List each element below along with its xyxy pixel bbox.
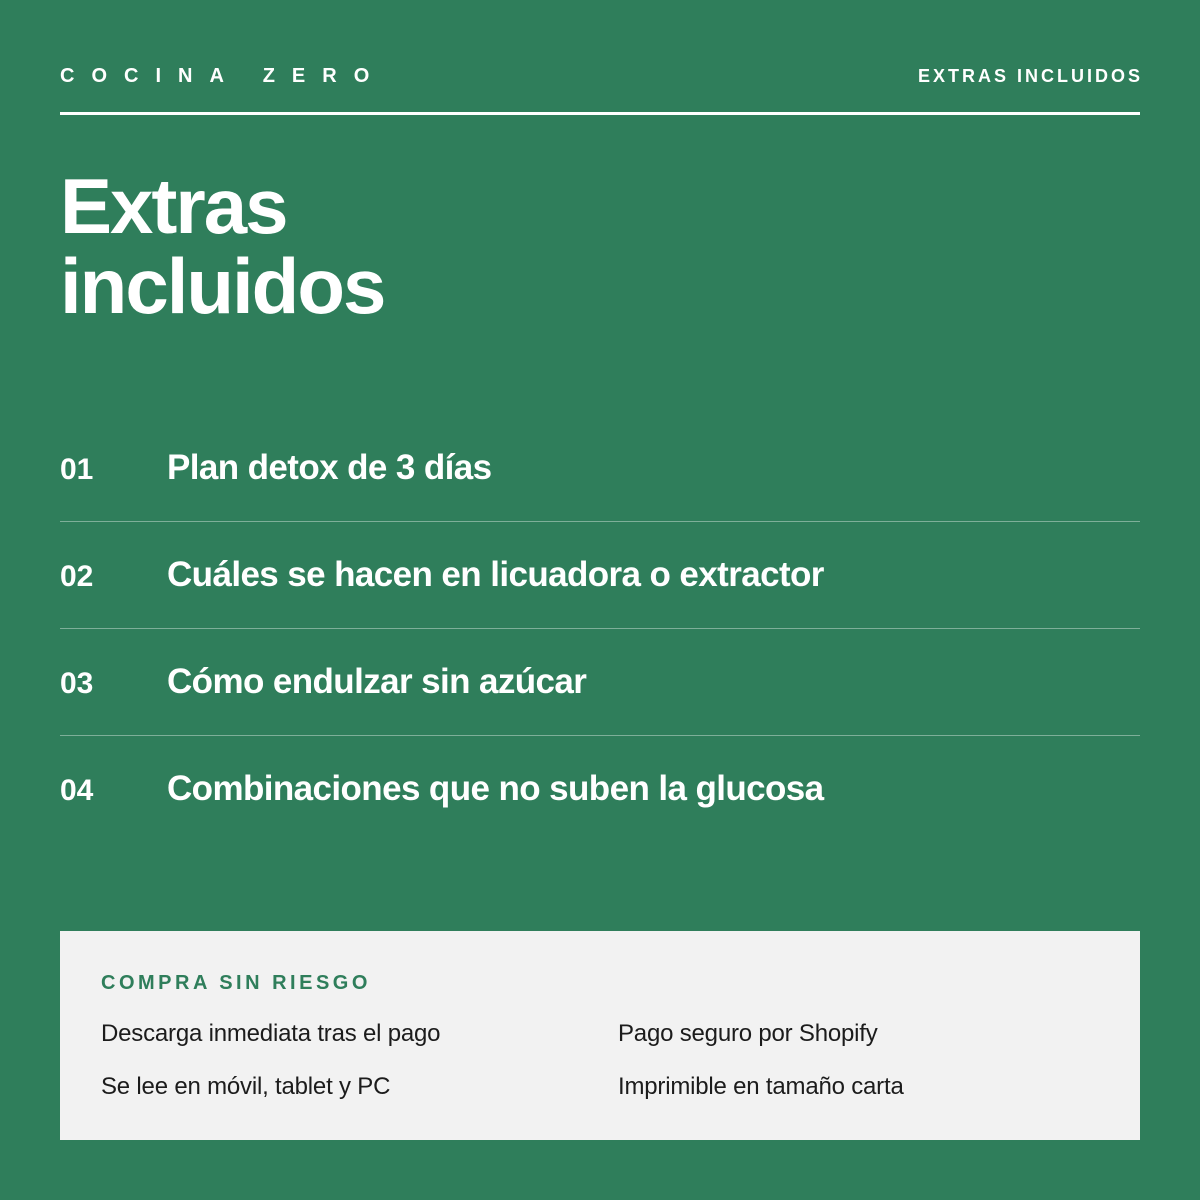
list-item — [60, 522, 1140, 629]
page-title — [60, 162, 385, 330]
item-number: 04 — [60, 774, 94, 807]
feature-instant-download: Descarga inmediata tras el pago — [101, 1020, 441, 1047]
header — [60, 60, 1143, 92]
header-divider — [60, 112, 1140, 115]
brand-name: COCINA ZERO — [60, 65, 387, 87]
feature-secure-payment: Pago seguro por Shopify — [618, 1020, 878, 1047]
item-number: 02 — [60, 560, 94, 593]
item-number: 03 — [60, 667, 94, 700]
list-item — [60, 736, 1140, 842]
item-number: 01 — [60, 453, 94, 486]
list-item — [60, 629, 1140, 736]
item-text: Combinaciones que no suben la glucosa — [167, 769, 824, 808]
item-text: Plan detox de 3 días — [167, 448, 492, 487]
guarantee-panel — [60, 931, 1140, 1140]
list-item — [60, 415, 1140, 522]
guarantee-heading: COMPRA SIN RIESGO — [101, 972, 371, 994]
extras-list — [60, 415, 1140, 842]
page-title-line-2: incluidos — [60, 242, 385, 330]
page-title-line-1: Extras — [60, 162, 287, 250]
section-label: EXTRAS INCLUIDOS — [917, 66, 1143, 86]
item-text: Cuáles se hacen en licuadora o extractor — [167, 555, 824, 594]
item-text: Cómo endulzar sin azúcar — [167, 662, 587, 701]
feature-printable: Imprimible en tamaño carta — [618, 1073, 904, 1100]
feature-multi-device: Se lee en móvil, tablet y PC — [101, 1073, 391, 1100]
